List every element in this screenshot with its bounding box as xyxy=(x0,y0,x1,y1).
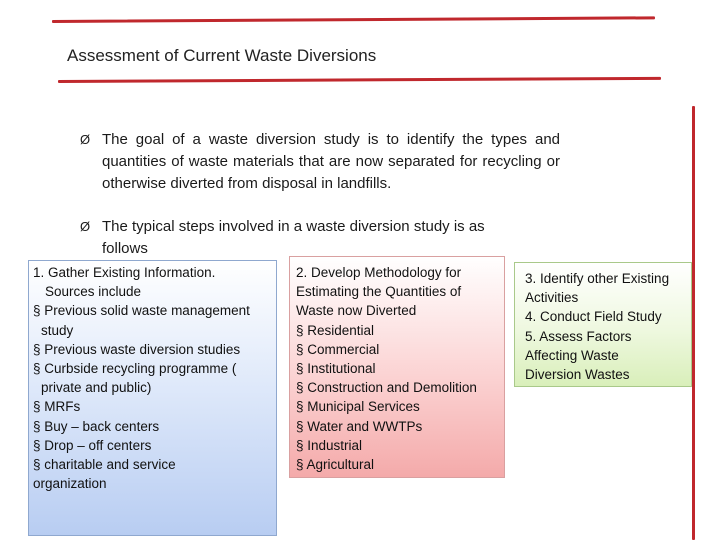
list-item: § Buy – back centers xyxy=(33,418,160,434)
bullet-steps-text xyxy=(102,216,560,260)
list-item: § Municipal Services xyxy=(296,399,420,415)
list-item: study xyxy=(41,322,74,338)
list-item: 1. Gather Existing Information. xyxy=(33,265,216,280)
list-item: § Institutional xyxy=(296,361,376,377)
right-vertical-rule xyxy=(692,106,695,540)
bullet-steps xyxy=(80,216,560,260)
bullet-steps-line-2: follows xyxy=(102,240,148,257)
list-item: § Industrial xyxy=(296,437,363,453)
bullet-steps-line-1: The typical steps involved in a waste diversion study is as xyxy=(102,218,485,235)
list-item: Affecting Waste xyxy=(525,347,619,363)
list-item: Diversion Wastes xyxy=(525,367,630,383)
list-item: Activities xyxy=(525,290,579,306)
bullet-goal-text: The goal of a waste diversion study is to identify the types and quantities of waste materials that are now separated for recycling or otherwise diverted from disposal in landfills. xyxy=(102,131,560,192)
list-item: § Commercial xyxy=(296,341,380,357)
slide-title: Assessment of Current Waste Diversions xyxy=(67,46,377,65)
list-item: 4. Conduct Field Study xyxy=(525,309,662,325)
list-item: 2. Develop Methodology for xyxy=(296,265,462,280)
bullet-goal xyxy=(80,129,560,195)
list-item: § Previous waste diversion studies xyxy=(33,341,241,357)
top-rule-lower xyxy=(58,77,661,83)
list-item: Sources include xyxy=(45,284,142,300)
bullet-arrow-icon: Ø xyxy=(80,132,91,147)
list-item: § Agricultural xyxy=(296,457,375,473)
step-gather-information-box xyxy=(28,260,277,536)
list-item: § Drop – off centers xyxy=(33,437,152,453)
list-item: § Previous solid waste management xyxy=(33,303,250,319)
list-item: § Residential xyxy=(296,322,375,338)
top-rule-upper xyxy=(52,16,655,23)
step-develop-methodology-box xyxy=(289,256,505,478)
list-item: organization xyxy=(33,476,107,492)
list-item: § MRFs xyxy=(33,399,81,415)
step-other-activities-box xyxy=(514,262,692,387)
list-item: § charitable and service xyxy=(33,457,176,473)
list-item: 3. Identify other Existing xyxy=(525,271,670,286)
list-item: Waste now Diverted xyxy=(296,303,417,319)
bullet-arrow-icon: Ø xyxy=(80,219,91,234)
list-item: § Curbside recycling programme ( xyxy=(33,361,237,377)
list-item: 5. Assess Factors xyxy=(525,328,632,344)
list-item: Estimating the Quantities of xyxy=(296,284,462,300)
list-item: § Construction and Demolition xyxy=(296,380,477,396)
list-item: § Water and WWTPs xyxy=(296,418,423,434)
list-item: private and public) xyxy=(41,380,152,396)
